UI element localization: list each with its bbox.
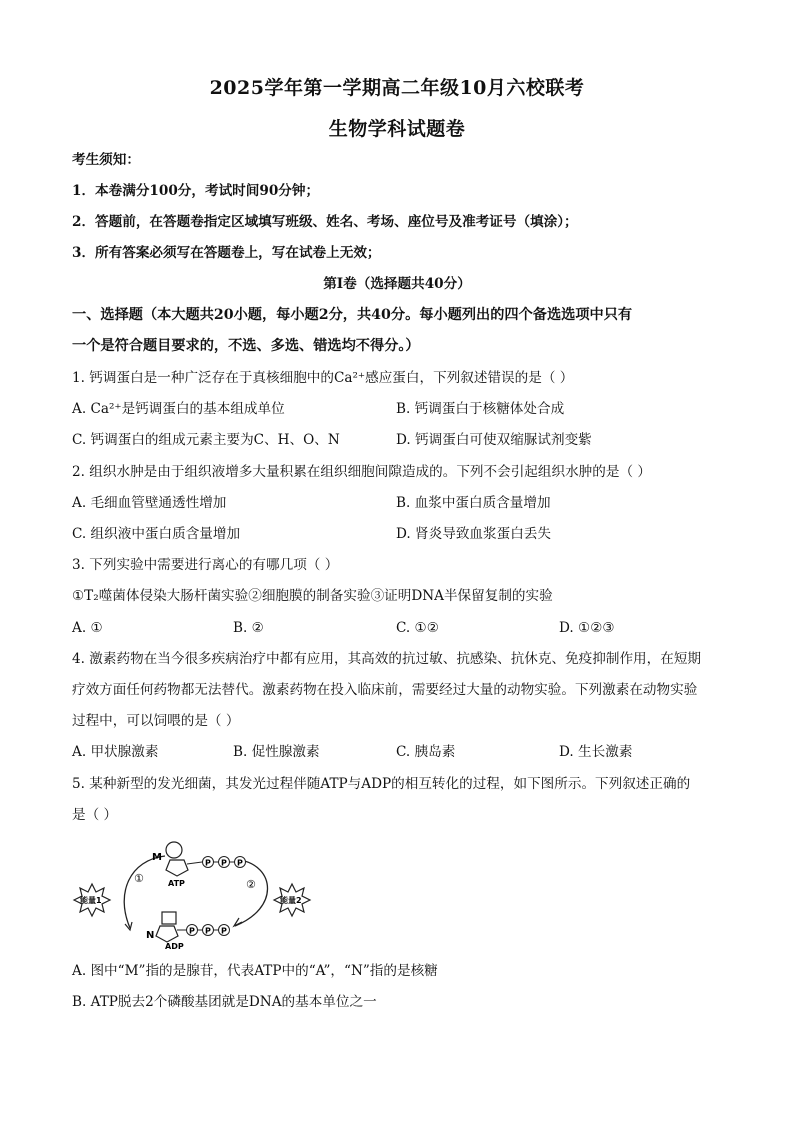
exam-subtitle: 生物学科试题卷 (328, 118, 466, 140)
svg-text:P: P (221, 926, 227, 936)
svg-text:P: P (205, 926, 211, 936)
svg-text:P: P (221, 858, 227, 868)
section-instructions: 一个是符合题目要求的，不选、多选、错选均不得分。） (72, 338, 420, 354)
question-2-stem: 2. 组织水肿是由于组织液增多大量积累在组织细胞间隙造成的。下列不会引起组织水肿的是（ ） (72, 464, 651, 480)
notice-item: 3．所有答案必须写在答题卷上，写在试卷上无效； (72, 245, 381, 261)
label-energy-1: 能量1 (80, 896, 102, 905)
ribose-icon (156, 926, 178, 942)
label-energy-2: 能量2 (280, 896, 302, 905)
notice-heading: 考生须知： (72, 152, 140, 168)
exam-title: 2025学年第一学期高二年级10月六校联考 (209, 77, 585, 99)
question-3-items: ①T₂噬菌体侵染大肠杆菌实验②细胞膜的制备实验③证明DNA半保留复制的实验 (72, 588, 553, 604)
cycle-arc-left (124, 856, 165, 928)
question-4-stem: 疗效方面任何药物都无法替代。激素药物在投入临床前，需要经过大量的动物实验。下列激素在动物实验 (72, 682, 698, 698)
svg-text:P: P (189, 926, 195, 936)
question-1-option-b: B. 钙调蛋白于核糖体处合成 (396, 401, 565, 417)
question-2-option-a: A. 毛细血管壁通透性增加 (72, 495, 227, 511)
question-2-option-b: B. 血浆中蛋白质含量增加 (396, 495, 551, 511)
question-5-option-a: A. 图中“M”指的是腺苷，代表ATP中的“A”，“N”指的是核糖 (72, 963, 438, 979)
question-4-option-a: A. 甲状腺激素 (72, 744, 159, 760)
cycle-arc-right (235, 860, 268, 926)
question-4-stem: 过程中，可以饲喂的是（ ） (72, 713, 240, 729)
notice-item: 1．本卷满分100分，考试时间90分钟； (72, 183, 320, 199)
atp-adp-cycle-diagram (70, 838, 330, 950)
label-step-1: ① (134, 872, 144, 885)
label-n: N (146, 930, 155, 941)
question-3-option-a: A. ① (72, 620, 103, 636)
question-3-option-c: C. ①② (396, 620, 439, 636)
question-4-option-d: D. 生长激素 (559, 744, 633, 760)
question-4-option-b: B. 促性腺激素 (233, 744, 320, 760)
question-4-option-c: C. 胰岛素 (396, 744, 456, 760)
question-3-option-b: B. ② (233, 620, 264, 636)
notice-item: 2．答题前，在答题卷指定区域填写班级、姓名、考场、座位号及准考证号（填涂）； (72, 214, 578, 230)
label-atp: ATP (168, 879, 185, 888)
question-1-option-c: C. 钙调蛋白的组成元素主要为C、H、O、N (72, 432, 340, 448)
question-5-stem: 5. 某种新型的发光细菌，其发光过程伴随ATP与ADP的相互转化的过程，如下图所示。下列叙述正确的 (72, 776, 691, 792)
svg-text:P: P (205, 858, 211, 868)
question-1-option-a: A. Ca²⁺是钙调蛋白的基本组成单位 (72, 401, 285, 417)
volume-title: 第Ⅰ卷（选择题共40分） (323, 276, 471, 292)
question-3-option-d: D. ①②③ (559, 620, 615, 636)
section-instructions: 一、选择题（本大题共20小题，每小题2分，共40分。每小题列出的四个备选选项中只有 (72, 307, 633, 323)
label-adp: ADP (165, 942, 184, 950)
label-m: M (152, 852, 162, 863)
label-step-2: ② (246, 878, 256, 891)
ribose-icon (166, 860, 188, 876)
svg-text:P: P (237, 858, 243, 868)
adenine-icon (162, 912, 176, 924)
question-2-option-c: C. 组织液中蛋白质含量增加 (72, 526, 241, 542)
question-3-stem: 3. 下列实验中需要进行离心的有哪几项（ ） (72, 557, 339, 573)
question-1-stem: 1. 钙调蛋白是一种广泛存在于真核细胞中的Ca²⁺感应蛋白，下列叙述错误的是（ ） (72, 370, 574, 386)
question-1-option-d: D. 钙调蛋白可使双缩脲试剂变紫 (396, 432, 592, 448)
question-2-option-d: D. 肾炎导致血浆蛋白丢失 (396, 526, 551, 542)
question-4-stem: 4. 激素药物在当今很多疾病治疗中都有应用，其高效的抗过敏、抗感染、抗休克、免疫抑制作用，在短期 (72, 651, 702, 667)
question-5-option-b: B. ATP脱去2个磷酸基团就是DNA的基本单位之一 (72, 994, 377, 1010)
question-5-stem: 是（ ） (72, 807, 118, 823)
adenine-icon (166, 842, 182, 858)
